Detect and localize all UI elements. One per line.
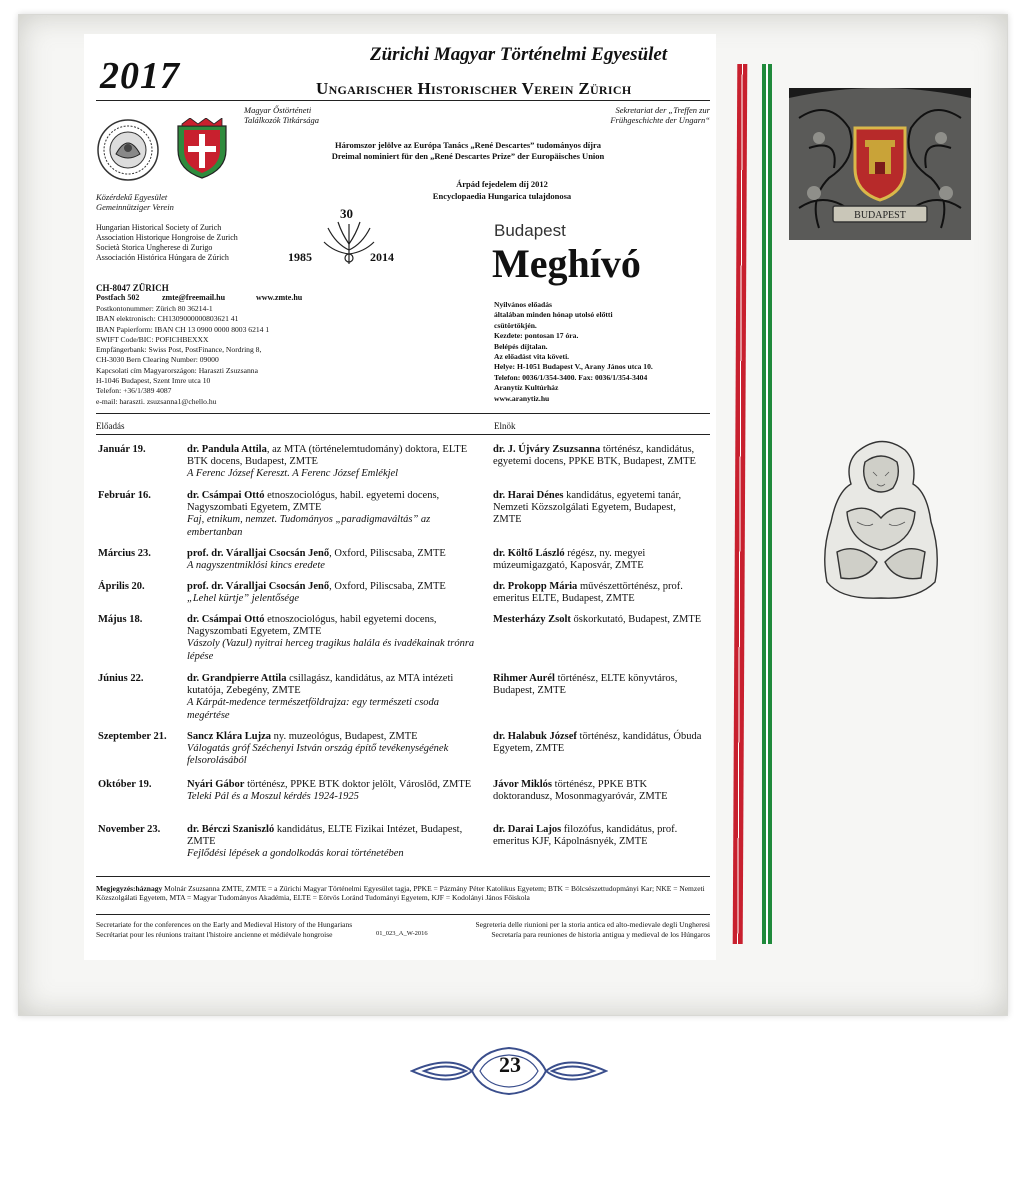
chair-details [493, 779, 707, 803]
footnote-text: Molnár Zsuzsanna ZMTE, ZMTE = a Zürichi Magyar Történelmi Egyesület tagja, PPKE = Pázmány Péter Katolikus Egyetem; BTK = Bölcsészettudopmányi Kar; NKE = Nemzeti Közszolgálati Egyetem, MTA = Magyar Tudományos Akadémia, ELTE = Eötvös Loránd Tudományi Egyetem, KJF = Kodolányi János Főiskola [96, 884, 705, 902]
chair-name: Rihmer Aurél [493, 673, 555, 684]
arpad-prize: Árpád fejedelem díj 2012 [456, 179, 548, 189]
column-lecture-header: Előadás [96, 421, 125, 431]
chair-name: dr. Költő László [493, 548, 565, 559]
contact-web[interactable]: www.zmte.hu [256, 293, 303, 302]
footnote [96, 884, 708, 902]
lecturer-name: prof. dr. Váralljai Csocsán Jenő [187, 548, 330, 559]
anniversary-number: 30 [340, 206, 353, 221]
chair-details [493, 824, 707, 848]
chair-name: Jávor Miklós [493, 779, 553, 790]
figure-statue-icon [817, 432, 945, 602]
lecturer-affiliation: csillagász, kandidátus, az MTA intézeti kutatója, Zebegény, ZMTE [187, 673, 454, 697]
header-rule [96, 100, 710, 101]
lecture-date: Február 16. [98, 490, 151, 501]
lecture-date: Május 18. [98, 614, 143, 625]
lecture-topic: Válogatás gróf Széchenyi István ország építő tevékenységének felsorolásából [187, 743, 449, 767]
lecturer-affiliation: , Oxford, Piliscsaba, ZMTE [329, 548, 446, 559]
chair-details [493, 614, 707, 626]
chair-name: dr. Harai Dénes [493, 490, 564, 501]
lecturer-affiliation: , az MTA (történelemtudomány) doktora, ELTE BTK docens, Budapest, ZMTE [187, 444, 468, 468]
lecture-topic: Teleki Pál és a Moszul kérdés 1924-1925 [187, 791, 359, 803]
lecture-details [187, 731, 483, 768]
chair-details [493, 581, 707, 605]
stained-glass-label: BUDAPEST [854, 210, 906, 221]
leaf-emblem-icon [322, 220, 376, 268]
title-german: Ungarischer Historischer Verein Zürich [316, 79, 632, 98]
contact-details: Postkontonummer: Zürich 80 36214-1 IBAN elektronisch: CH1309000000803621 41 IBAN Papierform: IBAN CH 13 0900 0000 8003 6214 1 SWIFT Code/BIC: POFICHBEXXX Empfängerbank: Swiss Post, PostFinance, Nordring 8, CH-3030 Bern Clearing Number: 09000 Kapcsolati cím Magyarországon: Haraszti Zsuzsanna H-1046 Budapest, Szent Imre utca 10 Telefon: +36/1/389 4087 e-mail: haraszti. zsuzsanna1@chello.hu [96, 304, 270, 406]
society-names: Hungarian Historical Society of Zurich Association Historique Hongroise de Zurich Società Storica Ungherese di Zurigo Associación Histórica Húngara de Zúrich [96, 223, 238, 262]
lecture-topic: Fejlődési lépések a gondolkodás korai történetében [187, 848, 404, 860]
invitation-city: Budapest [494, 221, 566, 240]
contact-postfach: Postfach 502 [96, 293, 140, 302]
title-hungarian: Zürichi Magyar Történelmi Egyesület [370, 44, 668, 65]
chair-affiliation: történész, PPKE BTK doktorandusz, Mosonmagyaróvár, ZMTE [493, 779, 668, 803]
footnote-label: Megjegyzés:háznagy [96, 884, 163, 893]
year: 2017 [100, 55, 180, 97]
public-benefit: Közérdekű Egyesület Gemeinnütziger Verein [96, 192, 174, 212]
lecturer-name: dr. Csámpai Ottó [187, 490, 265, 501]
chair-name: dr. Darai Lajos [493, 824, 562, 835]
lecture-topic: Faj, etnikum, nemzet. Tudományos „paradigmaváltás” az embertanban [187, 514, 431, 538]
footer-rule [96, 914, 710, 915]
coat-of-arms-icon [170, 118, 234, 180]
chair-name: dr. Halabuk József [493, 731, 577, 742]
footer-left: Secretariate for the conferences on the Early and Medieval History of the Hungarians Secrétariat pour les réunions traitant l'histoire ancienne et médiévale hongroise [96, 920, 353, 939]
lecture-date: Január 19. [98, 444, 146, 455]
lecture-details [187, 548, 483, 572]
lecturer-name: Nyári Gábor [187, 779, 245, 790]
lecture-details [187, 673, 483, 722]
lecture-date: Április 20. [98, 581, 145, 592]
chair-affiliation: őskorkutató, Budapest, ZMTE [570, 614, 702, 625]
chair-affiliation: filozófus, kandidátus, prof. emeritus KJF, Kápolnásnyék, ZMTE [493, 824, 678, 848]
chair-details [493, 548, 707, 572]
chair-details [493, 673, 707, 697]
subtitle-left: Magyar Őstörténeti Találkozók Titkársága [244, 105, 320, 125]
footer-right: Segreteria delle riunioni per la storia antica ed alto-medievale degli Ungheresi Secretaría para reuniones de historia antigua y medieval de los Húngaros [475, 920, 710, 939]
award-german: Dreimal nominiert für den „René Descartes Prize” der Europäisches Union [331, 151, 605, 161]
lecturer-name: dr. Grandpierre Attila [187, 673, 287, 684]
lecture-details [187, 614, 483, 663]
table-top-rule [96, 413, 710, 414]
lecturer-affiliation: történész, PPKE BTK doktor jelölt, Városlőd, ZMTE [244, 779, 472, 790]
table-bottom-rule [96, 876, 710, 877]
page-number: 23 [499, 1052, 521, 1077]
table-header-rule [96, 434, 710, 435]
chair-name: Mesterházy Zsolt [493, 614, 571, 625]
lecturer-name: prof. dr. Váralljai Csocsán Jenő [187, 581, 330, 592]
lecturer-affiliation: etnoszociológus, habil. egyetemi docens, Nagyszombati Egyetem, ZMTE [187, 490, 440, 514]
award-hungarian: Háromszor jelölve az Európa Tanács „René Descartes” tudományos díjra [334, 140, 601, 150]
contact-email[interactable]: zmte@freemail.hu [162, 293, 226, 302]
footer-code: 01_023_A_W-2016 [376, 930, 428, 937]
lecturer-affiliation: ny. muzeológus, Budapest, ZMTE [271, 731, 418, 742]
encyclopaedia: Encyclopaedia Hungarica tulajdonosa [432, 191, 572, 201]
lecture-date: November 23. [98, 824, 161, 835]
lecture-date: Október 19. [98, 779, 152, 790]
subtitle-right: Sekretariat der „Treffen zur Frühgeschichte der Ungarn“ [610, 105, 710, 125]
lecture-date: Március 23. [98, 548, 151, 559]
lecturer-affiliation: etnoszociológus, habil egyetemi docens, Nagyszombati Egyetem, ZMTE [187, 614, 437, 638]
chair-details [493, 731, 707, 755]
lecture-topic: „Lehel kürtje” jelentősége [187, 593, 299, 605]
lecture-details [187, 581, 483, 605]
lecture-details [187, 779, 483, 803]
lecture-topic: A nagyszentmiklósi kincs eredete [187, 560, 325, 572]
chair-affiliation: történész, ELTE könyvtáros, Budapest, ZMTE [493, 673, 678, 697]
green-ribbon [762, 64, 772, 944]
lecture-topic: A Ferenc József Kereszt. A Ferenc József Emlékjel [187, 468, 399, 480]
lecturer-name: dr. Pandula Attila [187, 444, 267, 455]
stained-glass-window-icon [789, 88, 971, 240]
lecture-topic: A Kárpát-medence természetföldrajza: egy természeti csoda megértése [187, 697, 440, 721]
lecturer-name: dr. Bérczi Szaniszló [187, 824, 275, 835]
lecturer-affiliation: , Oxford, Piliscsaba, ZMTE [329, 581, 446, 592]
lecture-date: Szeptember 21. [98, 731, 167, 742]
lecture-date: Június 22. [98, 673, 144, 684]
invitation-info: Nyilvános előadás általában minden hónap utolsó előtti csütörtökjén. Kezdete: pontosan 17 óra. Belépés díjtalan. Az előadást vita követi. Helye: H-1051 Budapest V., Arany János utca 10. Telefon: 0036/1/354-3400. Fax: 0036/1/354-3404 Aranytíz Kultúrház www.aranytiz.hu [494, 300, 653, 403]
society-seal-icon [96, 118, 160, 182]
chair-details [493, 444, 707, 468]
lecture-details [187, 444, 483, 481]
anniversary-end: 2014 [370, 250, 394, 264]
column-chair-header: Elnök [494, 421, 516, 431]
contact-city: CH-8047 ZÜRICH [96, 283, 169, 293]
chair-affiliation: történész, kandidátus, Óbuda Egyetem, ZMTE [493, 731, 702, 755]
chair-name: dr. J. Újváry Zsuzsanna [493, 444, 601, 455]
lecturer-name: Sancz Klára Lujza [187, 731, 271, 742]
chair-name: dr. Prokopp Mária [493, 581, 578, 592]
chair-affiliation: kandidátus, egyetemi tanár, Nemzeti Közszolgálati Egyetem, Budapest, ZMTE [493, 490, 682, 526]
lecture-details [187, 824, 483, 861]
lecture-details [187, 490, 483, 539]
chair-affiliation: művészettörténész, prof. emeritus ELTE, Budapest, ZMTE [493, 581, 683, 605]
anniversary-start: 1985 [288, 250, 312, 264]
chair-affiliation: régész, ny. megyei múzeumigazgató, Kaposvár, ZMTE [493, 548, 646, 572]
chair-affiliation: történész, kandidátus, egyetemi docens, PPKE BTK, Budapest, ZMTE [493, 444, 696, 468]
lecturer-affiliation: kandidátus, ELTE Fizikai Intézet, Budapest, ZMTE [187, 824, 463, 848]
lecture-topic: Vászoly (Vazul) nyitrai herceg tragikus halála és ivadékainak trónra lépése [187, 638, 475, 662]
invitation-title: Meghívó [492, 241, 641, 286]
chair-details [493, 490, 707, 527]
lecturer-name: dr. Csámpai Ottó [187, 614, 265, 625]
